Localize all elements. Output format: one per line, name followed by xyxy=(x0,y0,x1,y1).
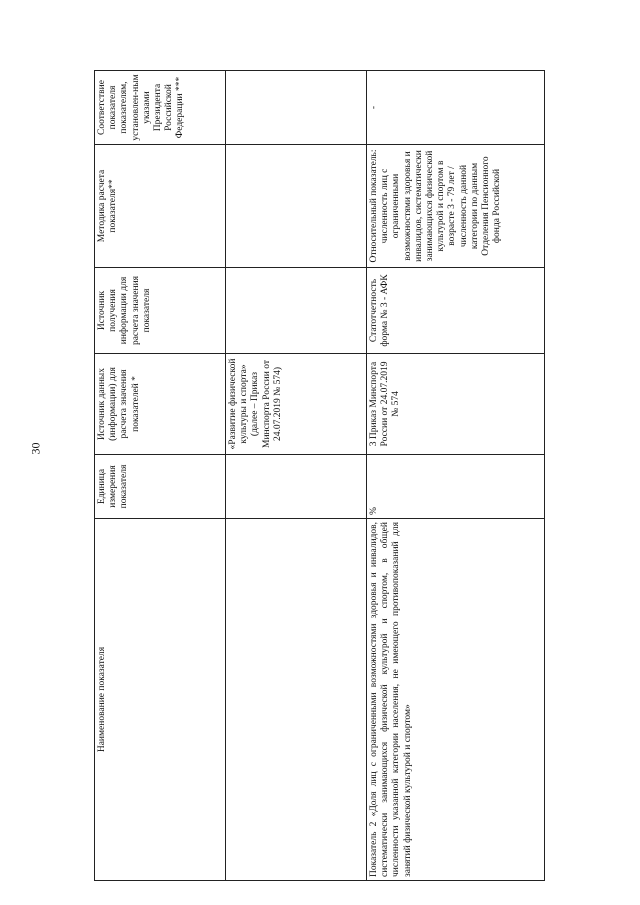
header-compliance: Соответствие показателя показателям, установлен-ным указами Президента Российской Федерации *** xyxy=(95,71,226,145)
indicator-table xyxy=(94,70,545,881)
header-info-source: Источник получения информации для расчета значения показателя xyxy=(95,268,226,354)
rotated-table-wrapper xyxy=(94,71,544,881)
table-continuation-row xyxy=(226,71,367,881)
header-unit: Единица измерения показателя xyxy=(95,455,226,519)
header-data-source: Источник данных (информации) для расчета значения показателей * xyxy=(95,354,226,455)
page-number: 30 xyxy=(28,442,43,455)
cell-indicator-name: Показатель 2 «Доля лиц с ограниченными возможностями здоровья и инвалидов, систематически занимающихся физической культурой и спортом, в общей численности указанной категории населения, не имеющего противопоказаний для занятий физической культурой и спортом» xyxy=(367,519,545,881)
table-header-row xyxy=(95,71,226,881)
cell-empty xyxy=(226,71,367,145)
cell-empty xyxy=(226,268,367,354)
cell-method: Относительный показатель: численность лиц с ограниченными возможностями здоровья и инвалидов, систематически занимающихся физической культурой и спортом в возрасте 3 - 79 лет / численность данной категории по данным Отделения Пенсионного фонда Российской xyxy=(367,145,545,268)
cell-data-source: 3 Приказ Минспорта России от 24.07.2019 № 574 xyxy=(367,354,545,455)
cell-source-note: «Развитие физической культуры и спорта» (далее – Приказ Минспорта России от 24.07.2019 № 574) xyxy=(226,354,367,455)
header-indicator-name: Наименование показателя xyxy=(95,519,226,881)
cell-compliance: - xyxy=(367,71,545,145)
table-row-indicator-2 xyxy=(367,71,545,881)
header-method: Методика расчета показателя** xyxy=(95,145,226,268)
cell-empty xyxy=(226,145,367,268)
cell-empty xyxy=(226,519,367,881)
cell-info-source: Статотчетность форма № 3 - АФК xyxy=(367,268,545,354)
cell-unit: % xyxy=(367,455,545,519)
cell-empty xyxy=(226,455,367,519)
